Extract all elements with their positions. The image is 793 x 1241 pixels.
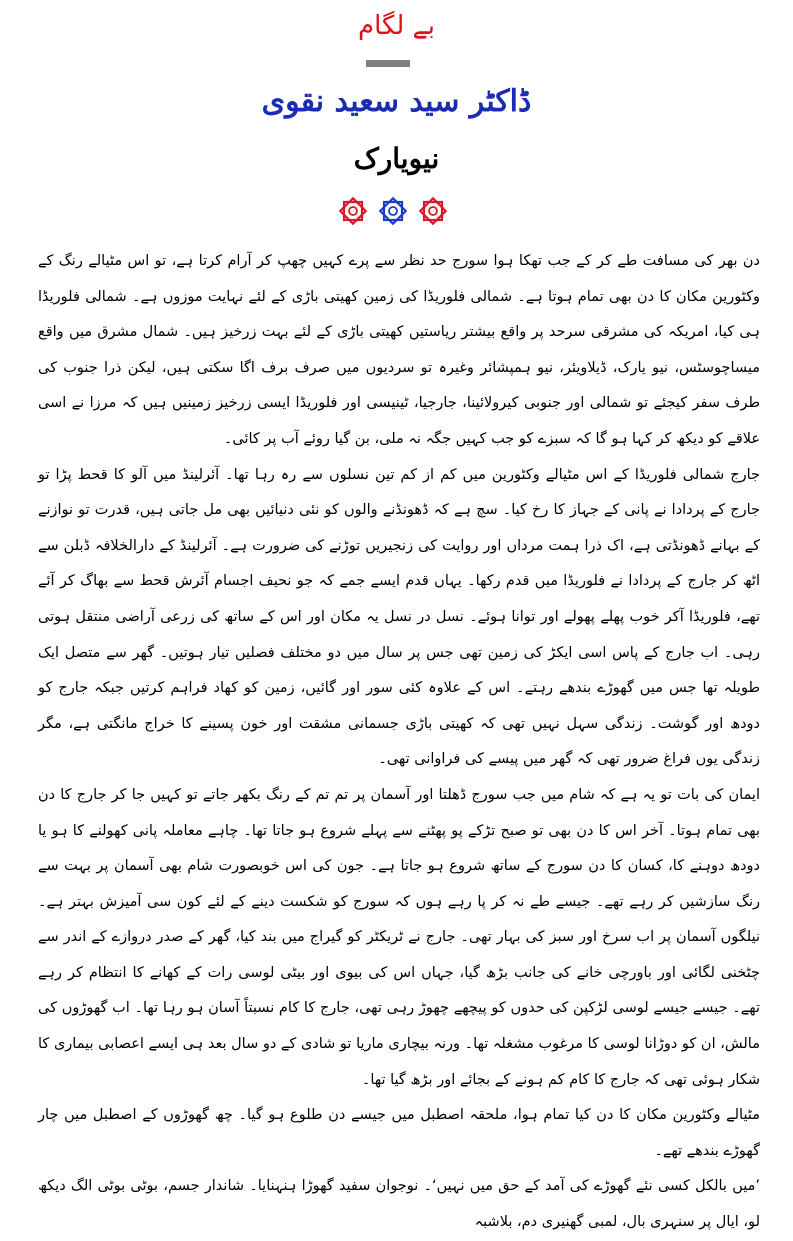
column-title: بے لگام: [357, 11, 436, 41]
article-paragraph: مٹیالے وکٹورین مکان کا دن کیا تمام ہوا، ملحقہ اصطبل میں جیسے دن طلوع ہو گیا۔ چھ گھوڑوں کے اصطبل میں چار گھوڑے بندھے تھے۔: [38, 1107, 760, 1159]
location-title: نیویارک: [353, 142, 440, 175]
author-name: ڈاکٹر سید سعید نقوی: [261, 84, 532, 119]
article-paragraph: جارج شمالی فلوریڈا کے اس مٹیالے وکٹورین میں کم از کم تین نسلوں سے رہ رہا تھا۔ آئرلینڈ میں آلو کا قحط پڑا تو جارج کے پردادا نے پانی کے جہاز کا رخ کیا۔ سچ ہے کہ ڈھونڈنے والوں کو نئی دنیائیں بھی مل جاتی ہیں، قدرت تو نوازنے کے بہانے ڈھونڈتی ہے، اک ذرا ہمت مرداں اور روایت کی زنجیریں توڑنے کی ضرورت ہے۔ آئرلینڈ کے دارالخلافہ ڈبلن سے اٹھ کر جارج کے پردادا نے فلوریڈا میں قدم رکھا۔ یہاں قدم ایسے جمے کہ جو نحیف اجسام آئرش قحط سے بھاگ کر آئے تھے، فلوریڈا آکر خوب پھلے پھولے اور توانا ہوئے۔ نسل در نسل یہ مکان اور اس کے ساتھ کی زرعی آراضی منتقل ہوتی رہی۔ اب جارج کے پاس اسی ایکڑ کی زمین تھی جس پر سال میں دو مختلف فصلیں تیار ہوتیں۔ گھر سے متصل ایک طویلہ تھا جس میں گھوڑے بندھے رہتے۔ اس کے علاوہ کئی سور اور گائیں، زمین کو کھاد فراہم کرتیں جبکہ جارج کو دودھ اور گوشت۔ زندگی سہل نہیں تھی کہ کھیتی باڑی جسمانی مشقت اور خون پسینے کا خراج مانگتی ہے، مگر زندگی یوں فراغ ضرور تھی کہ گھر میں پیسے کی فراوانی تھی۔: [38, 466, 760, 768]
article-paragraph: دن بھر کی مسافت طے کر کے جب تھکا ہوا سورج حد نظر سے پرے کہیں چھپ کر آرام کرتا ہے، تو اس مٹیالے رنگ کے وکٹورین مکان کا دن بھی تمام ہوتا ہے۔ شمالی فلوریڈا کی زمین کھیتی باڑی کے لئے نہایت موزوں ہے۔ شمالی فلوریڈا ہی کیا، امریکہ کی مشرقی سرحد پر واقع بیشتر ریاستیں کھیتی باڑی کے لئے بہت زرخیز ہیں۔ شمال مشرق میں واقع میساچوسٹس، نیو یارک، ڈیلاویئر، نیو ہمپشائر وغیرہ تو سردیوں میں صرف برف اگا سکتی ہیں، لیکن ذرا جنوب کی طرف سفر کیجئے تو شمالی اور جنوبی کیرولائینا، جارجیا، ٹینیسی اور فلوریڈا ایسی زرخیز زمینیں ہیں کہ مرزا نے اسی علاقے کو دیکھ کر کہا ہو گا کہ سبزے کو جب کہیں جگہ نہ ملی، بن گیا روئے آب پر کائی۔: [38, 253, 760, 447]
article-paragraph: ’میں بالکل کسی نئے گھوڑے کی آمد کے حق میں نہیں‘۔ نوجوان سفید گھوڑا ہنہنایا۔ شاندار جسم، بوٹی بوٹی الگ دیکھ لو، ایال پر سنہری بال، لمبی گھنیری دم، بلاشبہ: [38, 1178, 760, 1231]
ornament-row: [338, 196, 448, 226]
star-ornament-blue-icon: [380, 198, 405, 223]
title-divider: [366, 60, 410, 67]
star-ornament-red-icon: [420, 198, 445, 223]
article-body: [38, 244, 760, 1231]
star-ornament-red-icon: [340, 198, 365, 223]
article-paragraph: ایمان کی بات تو یہ ہے کہ شام میں جب سورج ڈھلتا اور آسمان پر تم تم کے رنگ بکھر جاتے تو کہیں جا کر جارج کا دن بھی تمام ہوتا۔ آخر اس کا دن بھی تو صبح تڑکے پو پھٹنے سے پہلے شروع ہو جاتا تھا۔ چاہے معاملہ پانی کھولنے کا ہو یا دودھ دوہنے کا، کسان کا دن سورج کے ساتھ شروع ہو جاتا ہے۔ جون کی اس خوبصورت شام بھی آسمان پر بہت سے رنگ سازشیں کر رہے تھے۔ جیسے طے نہ کر پا رہے ہوں کہ سورج کو شکست دینے کے لئے کون سی آمیزش بہتر ہے۔ نیلگوں آسمان پر اب سرخ اور سبز کی بہار تھی۔ جارج نے ٹریکٹر کو گیراج میں بند کیا، گھر کے صدر دروازے کے اندر سے چٹخنی لگائی اور باورچی خانے کی جانب بڑھ گیا، جہاں اس کی بیوی اور بیٹی لوسی رات کے کھانے کا انتظام کر رہے تھے۔ جیسے جیسے لوسی لڑکپن کی حدوں کو پیچھے چھوڑ رہی تھی، جارج کا کام نسبتاً آسان ہو رہا تھا۔ اب گھوڑوں کی مالش، ان کو دوڑانا لوسی کا مرغوب مشغلہ تھا۔ ورنہ بیچاری ماریا تو شادی کے دو سال بعد ہی ایسے اعصابی بیماری کا شکار ہوئی تھی کہ جارج کا کام کم ہونے کے بجائے اور بڑھ گیا تھا۔: [38, 786, 760, 1088]
